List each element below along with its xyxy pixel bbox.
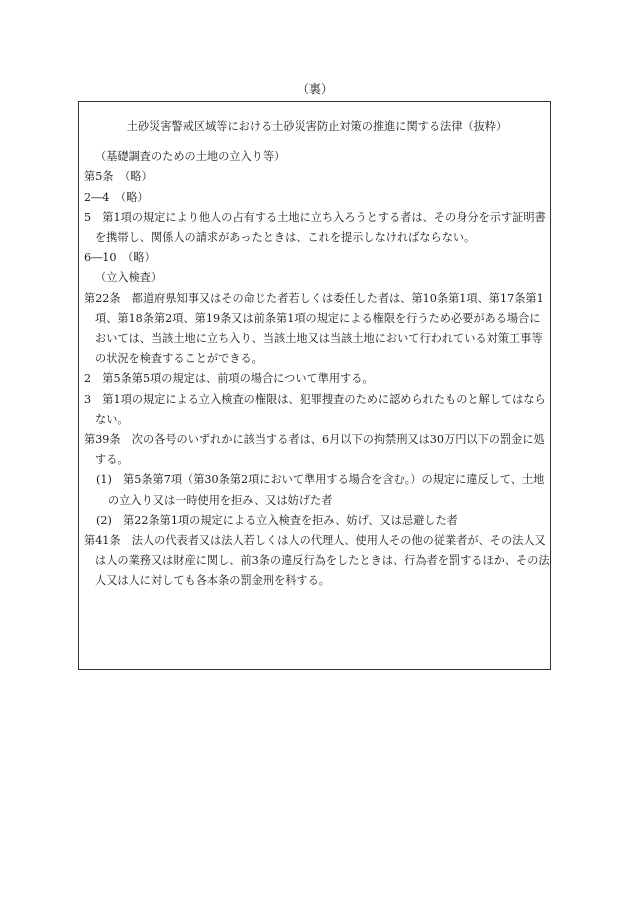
section-heading: （基礎調査のための土地の立入り等）: [95, 150, 286, 164]
article-paragraph: 2 第5条第5項の規定は、前項の場合について準用する。: [84, 372, 374, 386]
article-paragraph: 第5条 （略）: [84, 170, 153, 184]
article-paragraph: 2―4 （略）: [84, 190, 149, 204]
excerpt-content: [84, 117, 550, 592]
article-item: (1) 第5条第7項（第30条第2項において準用する場合を含む。）の規定に違反して、土地の立入り又は一時使用を拒み、又は妨げた者: [96, 473, 545, 507]
document-title: 土砂災害警戒区域等における土砂災害防止対策の推進に関する法律（抜粋）: [126, 120, 508, 133]
article-paragraph: 5 第1項の規定により他人の占有する土地に立ち入ろうとする者は、その身分を示す証明書を携帯し、関係人の請求があったときは、これを提示しなければならない。: [84, 210, 546, 245]
article-paragraph: 第39条 次の各号のいずれかに該当する者は、6月以下の拘禁刑又は30万円以下の罰金に処する。: [84, 433, 545, 467]
article-paragraph: 第22条 都道府県知事又はその命じた者若しくは委任した者は、第10条第1項、第17条第1項、第18条第2項、第19条又は前条第1項の規定による権限を行うため必要がある場合においては、当該土地に立ち入り、当該土地又は当該土地において行われている対策工事等の状況を検査することができる。: [84, 291, 544, 366]
section-heading: （立入検査）: [95, 271, 163, 285]
article-list: [84, 147, 550, 591]
article-paragraph: 3 第1項の規定による立入検査の権限は、犯罪捜査のために認められたものと解してはならない。: [84, 392, 546, 426]
article-paragraph: 第41条 法人の代表者又は法人若しくは人の代理人、使用人その他の従業者が、その法人又は人の業務又は財産に関し、前3条の違反行為をしたときは、行為者を罰するほか、その法人又は人に対しても各本条の罰金刑を科する。: [84, 534, 550, 588]
article-paragraph: 6―10 （略）: [84, 251, 156, 265]
page-side-label: （裏）: [296, 82, 333, 96]
article-item: (2) 第22条第1項の規定による立入検査を拒み、妨げ、又は忌避した者: [96, 513, 458, 527]
